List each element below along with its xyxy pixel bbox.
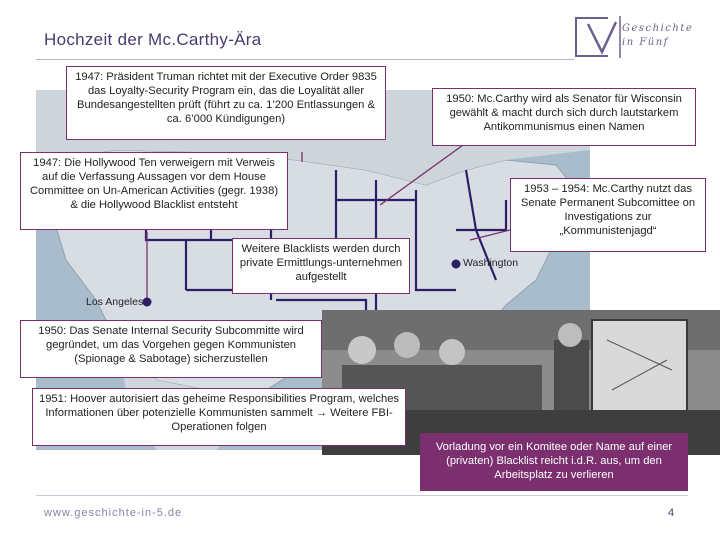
slide-title: Hochzeit der Mc.Carthy-Ära	[44, 30, 262, 49]
city-label-los-angeles: Los Angeles	[86, 296, 144, 308]
callout-truman-1947: 1947: Präsident Truman richtet mit der Executive Order 9835 das Loyalty-Security Program ein, das die Loyalität aller Bundesangestellten prüft (führt zu ca. 1’200 Entlassungen & ca. 6’000 Kündigungen)	[66, 66, 386, 140]
page-number: 4	[668, 507, 675, 519]
callout-internal-security-1950: 1950: Das Senate Internal Security Subcommitte wird gegründet, um das Vorgehen gegen Kommunisten (Spionage & Sabotage) sicherzustellen	[20, 320, 322, 378]
callout-hoover-1951: 1951: Hoover autorisiert das geheime Responsibilities Program, welches Informationen über potenzielle Kommunisten sammelt → Weitere FBI-Operationen folgen	[32, 388, 406, 446]
city-label-washington: Washington	[463, 257, 519, 269]
logo-line-1: Geschichte	[622, 23, 694, 34]
callout-blacklists: Weitere Blacklists werden durch private Ermittlungs-unternehmen aufgestellt	[232, 238, 410, 294]
los-angeles-marker-icon	[143, 298, 152, 307]
callout-mccarthy-1950: 1950: Mc.Carthy wird als Senator für Wisconsin gewählt & macht durch sich durch lautstarkem Antikommunismus einen Namen	[432, 88, 696, 146]
callout-subcommittee-1953: 1953 – 1954: Mc.Carthy nutzt das Senate Permanent Subcomittee on Investigations zur „Kommunistenjagd“	[510, 178, 706, 252]
logo-line-2: in Fünf	[622, 37, 669, 48]
callout-vorladung: Vorladung vor ein Komitee oder Name auf einer (privaten) Blacklist reicht i.d.R. aus, um den Arbeitsplatz zu verlieren	[420, 433, 688, 491]
washington-marker-icon	[452, 260, 461, 269]
callout-hollywood-1947: 1947: Die Hollywood Ten verweigern mit Verweis auf die Verfassung Aussagen vor dem House Committee on Un-American Activities (gegr. 1938) & die Hollywood Blacklist entsteht	[20, 152, 288, 230]
footer-divider	[36, 495, 688, 496]
footer-url: www.geschichte-in-5.de	[44, 507, 183, 519]
